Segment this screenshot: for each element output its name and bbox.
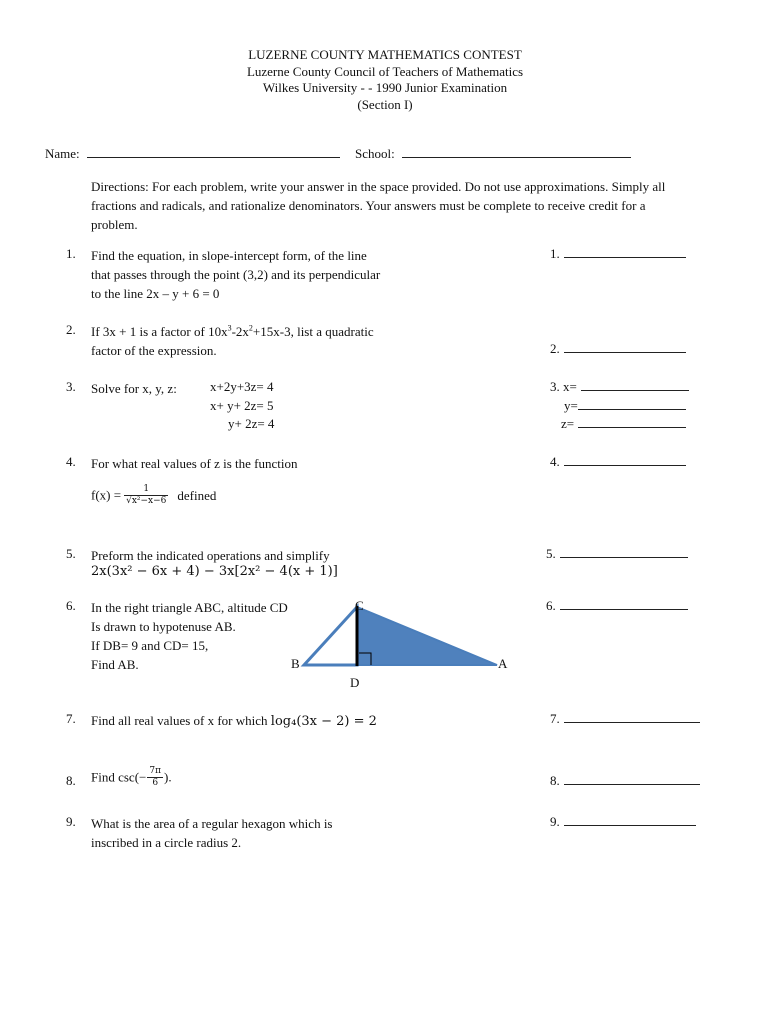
problem-number: 5.	[66, 546, 76, 561]
problem-line: Find all real values of x for which	[91, 713, 268, 728]
vertex-label-a: A	[498, 656, 508, 671]
equation-2: x+ y+ 2z= 5	[210, 398, 274, 413]
vertex-label-d: D	[350, 675, 360, 690]
problem-number: 7.	[66, 711, 76, 726]
answer-3x	[550, 379, 689, 395]
answer-blank[interactable]	[578, 398, 686, 410]
answer-blank[interactable]	[564, 814, 696, 826]
equation-3: y+ 2z= 4	[228, 416, 275, 431]
problem-number: 8.	[66, 773, 76, 788]
problem-number: 9.	[66, 814, 76, 829]
function-label: f(x) =	[91, 487, 122, 503]
answer-blank[interactable]	[560, 598, 688, 610]
vertex-label-b: B	[291, 656, 300, 671]
answer-blank[interactable]	[578, 416, 686, 428]
answer-blank[interactable]	[560, 546, 688, 558]
answer-label: 7.	[550, 711, 560, 726]
problem-5-expression: 2x(3x² − 6x + 4) − 3x[2x² − 4(x + 1)]	[91, 564, 338, 579]
answer-2	[550, 341, 686, 357]
answer-label: 1.	[550, 246, 560, 261]
triangle-diagram	[285, 595, 525, 695]
problem-number: 6.	[66, 598, 76, 613]
answer-1	[550, 246, 686, 262]
answer-8	[550, 773, 700, 789]
problem-2-text	[91, 322, 374, 360]
problem-number: 1.	[66, 246, 76, 261]
answer-blank[interactable]	[564, 773, 700, 785]
school-field[interactable]	[402, 146, 631, 158]
answer-blank[interactable]	[564, 454, 686, 466]
answer-6	[546, 598, 688, 614]
answer-label: y=	[564, 398, 578, 413]
contest-title: LUZERNE COUNTY MATHEMATICS CONTEST	[248, 47, 522, 62]
school-row	[355, 146, 631, 162]
exam-subtitle: Wilkes University - - 1990 Junior Examination	[262, 80, 508, 95]
function-fraction: $\frac{1}{\text{√x²−x−6}}$	[126, 484, 167, 506]
directions-line: fractions and radicals, and rationalize denominators. Your answers must be complete to receive credit for a	[91, 198, 646, 213]
answer-blank[interactable]	[564, 711, 700, 723]
name-row	[45, 146, 340, 162]
answer-7	[550, 711, 700, 727]
answer-label: 8.	[550, 773, 560, 788]
problem-4-text: For what real values of z is the function	[91, 456, 298, 471]
answer-blank[interactable]	[581, 379, 689, 391]
problem-line: Find the equation, in slope-intercept form, of the line	[91, 248, 367, 263]
log-expression: log₄(3x − 2) = 2	[270, 714, 377, 729]
answer-3z	[561, 416, 686, 432]
problem-line: inscribed in a circle radius 2.	[91, 835, 242, 850]
problem-line: that passes through the point (3,2) and its perpendicular	[91, 267, 381, 282]
council-name: Luzerne County Council of Teachers of Mathematics	[246, 64, 524, 79]
name-field[interactable]	[87, 146, 340, 158]
answer-blank[interactable]	[564, 341, 686, 353]
problem-6-text	[91, 598, 288, 674]
answer-5	[546, 546, 688, 562]
defined-word: defined	[177, 487, 217, 503]
problem-line: If 3x + 1 is a factor of $10x^3-2x^2+15x-3$, list a quadratic	[91, 323, 374, 339]
problem-line: factor of the expression.	[91, 343, 217, 358]
problem-number: 3.	[66, 379, 76, 394]
equation-1: x+2y+3z= 4	[210, 379, 274, 394]
answer-label: 2.	[550, 341, 560, 356]
section-label: (Section I)	[357, 97, 413, 112]
answer-3y	[564, 398, 686, 414]
answer-blank[interactable]	[564, 246, 686, 258]
problem-number: 4.	[66, 454, 76, 469]
triangle-right-part	[357, 607, 497, 665]
answer-label: 5.	[546, 546, 556, 561]
school-label: School:	[355, 146, 395, 161]
answer-label: 6.	[546, 598, 556, 613]
problem-3-text: Solve for x, y, z:	[91, 381, 177, 396]
answer-label: 3. x=	[550, 379, 577, 394]
triangle-left-part	[304, 607, 357, 665]
problem-line: to the line 2x – y + 6 = 0	[91, 286, 220, 301]
function-definition	[91, 484, 216, 507]
directions	[91, 177, 665, 234]
answer-label: 4.	[550, 454, 560, 469]
problem-5-text: Preform the indicated operations and simplify	[91, 548, 330, 563]
name-label: Name:	[45, 146, 80, 161]
answer-9	[550, 814, 696, 830]
vertex-label-c: C	[355, 598, 364, 613]
problem-1-text	[91, 246, 380, 303]
problem-7-text	[91, 711, 377, 731]
problem-line: Is drawn to hypotenuse AB.	[91, 619, 236, 634]
answer-4	[550, 454, 686, 470]
directions-line: Directions: For each problem, write your answer in the space provided. Do not use approximations. Simply all	[91, 179, 666, 194]
problem-line: What is the area of a regular hexagon which is	[91, 816, 333, 831]
answer-label: z=	[561, 416, 575, 431]
problem-line: In the right triangle ABC, altitude CD	[91, 600, 288, 615]
problem-number: 2.	[66, 322, 76, 337]
angle-fraction: $\frac{7\pi}{6}$	[149, 766, 162, 788]
directions-line: problem.	[91, 217, 138, 232]
problem-8-text: Find csc(− $\frac{7\pi}{6}$ ).	[91, 766, 172, 788]
answer-label: 9.	[550, 814, 560, 829]
problem-line: If DB= 9 and CD= 15,	[91, 638, 209, 653]
problem-9-text	[91, 814, 332, 852]
problem-line: Find AB.	[91, 657, 139, 672]
